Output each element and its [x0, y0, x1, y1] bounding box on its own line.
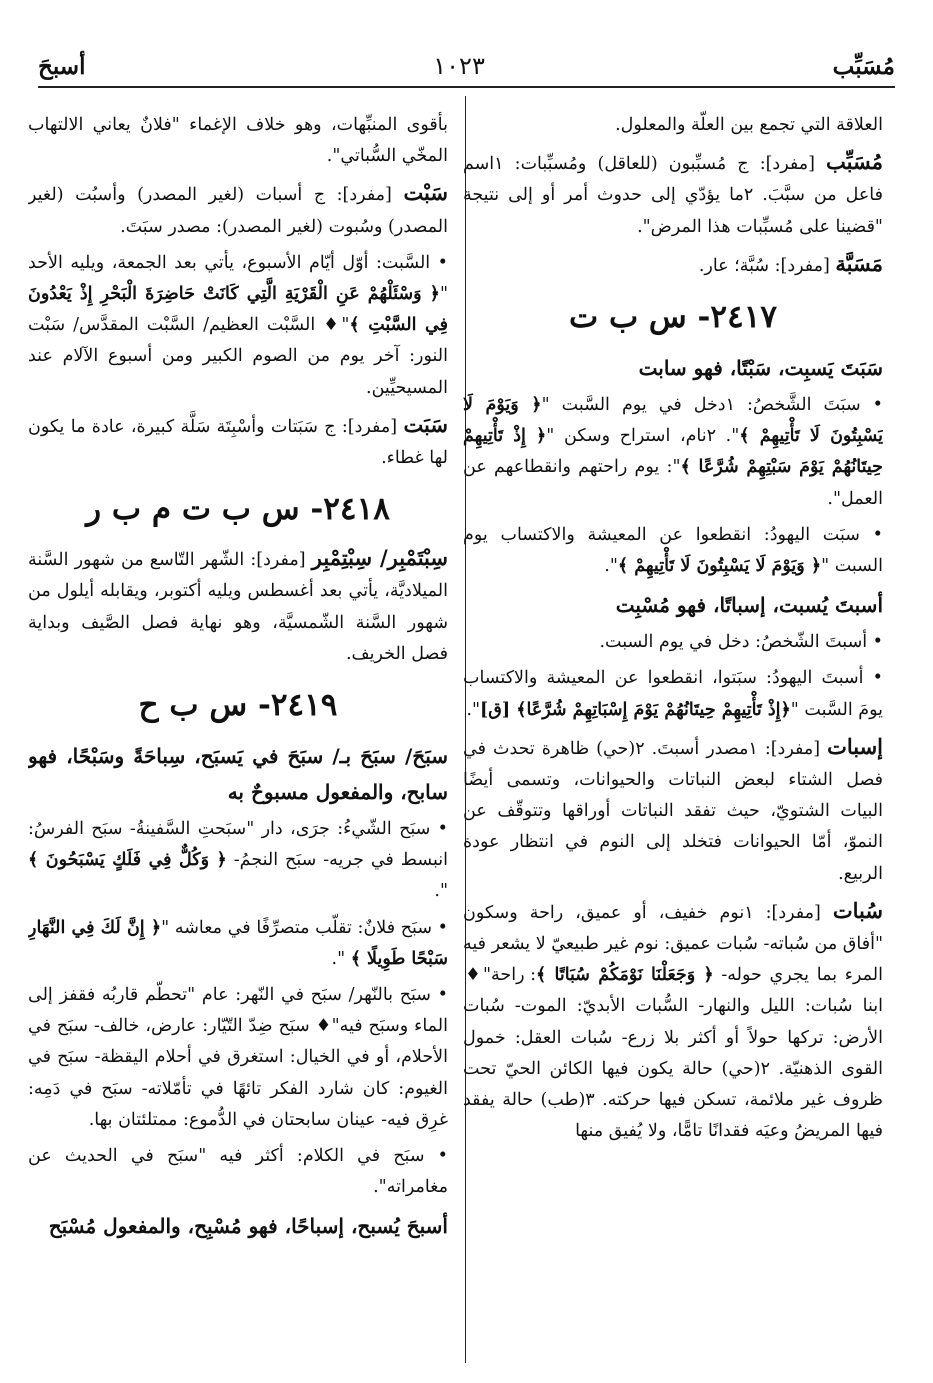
- definition: [مفرد]: ١مصدر أسبتَ. ٢(حي) ظاهرة تحدث في فصل الشتاء لبعض النباتات والحيوانات، وتسمى أيضًا البيات الشتويّ، حيث تفقد النباتات أوراقها وتتوقّف عن النموّ، أمّا الحيوانات فتخلد إلى النوم في انتظار عودة الربيع.: [463, 738, 883, 884]
- entry-september: [28, 542, 448, 670]
- sense-item: • سبَت اليهودُ: انقطعوا عن المعيشة والاكتساب يوم السبت "﴿ وَيَوْمَ لَا يَسْبِتُونَ لَا تَأْتِيهِمْ ﴾".: [463, 524, 883, 577]
- quran-verse: ﴿ إِذْ تَأْتِيهِمْ حِيتَانُهُمْ يَوْمَ سَبْتِهِمْ شُرَّعًا ﴾: [463, 426, 883, 478]
- definition: [مفرد]: ج مُسبِّبون (للعاقل) ومُسبِّبات: ١اسم فاعل من سبَّبَ. ٢ما يؤدّي إلى حدوث أمر أو إلى نتيجة "قضينا على مُسبِّبات هذا المرض".: [463, 154, 883, 237]
- sense-item: • السَّبت: أوّل أيّام الأسبوع، يأتي بعد الجمعة، ويليه الأحد "﴿ وَسْئَلْهُمْ عَنِ الْقَرْيَةِ الَّتِي كَانَتْ حَاضِرَةَ الْبَحْرِ إِذْ يَعْدُونَ فِي السَّبْتِ ﴾"♦ السَّبْت العظيم/ السَّبْت المقدَّس/ سَبْت النور: آخر يوم من الصوم الكبير ومن أسبوع الآلام عند المسيحيِّين.: [28, 252, 448, 398]
- entry-sabat: [28, 409, 448, 474]
- sense-item: • سبَح فلانٌ: تقلّب متصرِّفًا في معاشه "﴿ إِنَّ لَكَ فِي النَّهَارِ سَبْحًا طَوِيلًا ﴾ ".: [28, 917, 448, 969]
- intro-text: العلاقة التي تجمع بين العلّة والمعلول.: [615, 115, 883, 135]
- conjugation-line: سَبَتَ يَسبِت، سَبْتًا، فهو سابت: [638, 356, 883, 381]
- sense-item: • سبَح الشّيءُ: جرَى، دار "سبَحتِ السَّفينةُ- سبَح الفرسُ: انبسط في جريه- سبَح النجمُ- ﴿ وَكُلٌّ فِي فَلَكٍ يَسْبَحُونَ ﴾ ".: [28, 819, 448, 902]
- quran-verse: ﴿إِذْ تَأْتِيهِمْ حِيتَانُهُمْ يَوْمَ إِسْبَاتِهِمْ شُرَّعًا﴾ [ق]: [480, 699, 791, 720]
- sense-item: • سبَح في الكلام: أكثر فيه "سبَح في الحديث عن مغامراته".: [28, 1146, 448, 1198]
- header-right-word: مُسَبِّب: [832, 52, 895, 80]
- quran-verse: ﴿ وَكُلٌّ فِي فَلَكٍ يَسْبَحُونَ ﴾: [28, 850, 227, 871]
- quran-verse: ﴿ وَسْئَلْهُمْ عَنِ الْقَرْيَةِ الَّتِي كَانَتْ حَاضِرَةَ الْبَحْرِ إِذْ يَعْدُونَ فِي السَّبْتِ ﴾: [28, 284, 448, 336]
- sense-item: • سبَتَ الشَّخصُ: ١دخل في يوم السَّبت "﴿ وَيَوْمَ لَا يَسْبِتُونَ لَا تَأْتِيهِمْ ﴾". ٢نام، استراح وسكن "﴿ إِذْ تَأْتِيهِمْ حِيتَانُهُمْ يَوْمَ سَبْتِهِمْ شُرَّعًا ﴾": يوم راحتهم وانقطاعهم عن العمل".: [463, 395, 883, 509]
- entry-masabba: [463, 248, 883, 282]
- headword: سَبَت: [403, 411, 448, 437]
- sense-item: • سبَح بالنّهر/ سبَح في النّهر: عام "تحطّم قاربُه فقفز إلى الماء وسبَح فيه"♦ سبَح ضِدّ التّيّار: عارض، خالف- سبَح في الأحلام، أو في الخيال: استغرق في أحلام اليقظة- سبَح في الغيوم: كان شارد الفكر تائهًا في تأمّلاته- سبَح في دَمِه: غرِق فيه- عينان سابحتان في الدُّموع: ممتلئتان بها.: [28, 985, 448, 1130]
- entry-musabbib: [463, 146, 883, 243]
- sense-item: • أسبتَ الشّخصُ: دخل في يوم السبت.: [599, 632, 883, 653]
- quran-verse: ﴿ وَيَوْمَ لَا يَسْبِتُونَ لَا تَأْتِيهِمْ ﴾: [617, 556, 822, 577]
- headword: مَسَبَّة: [835, 250, 883, 276]
- page-header: [38, 46, 895, 88]
- root-heading-2418: ٢٤١٨- س ب ت م ب ر: [86, 491, 390, 528]
- quran-verse: ﴿ إِنَّ لَكَ فِي النَّهَارِ سَبْحًا طَوِيلًا ﴾: [28, 917, 448, 969]
- entry-sabt: [28, 177, 448, 242]
- definition: [مفرد]: ج أسبات (لغير المصدر) وأسبُت (لغير المصدر) وسُبوت (لغير المصدر): مصدر سبَتَ.: [28, 185, 448, 237]
- header-left-word: أسبحَ: [38, 52, 86, 80]
- entry-isbat: [463, 731, 883, 890]
- continuation-text: بأقوى المنبِّهات، وهو خلاف الإغماء "فلانٌ يعاني الالتهاب المخّي السُّباتي".: [28, 115, 448, 167]
- entry-subat: سُبات [مفرد]: ١نوم خفيف، أو عميق، راحة وسكون "أفاق من سُباته- سُبات عميق: نوم غير طبيعيّ لا يشعر فيه المرء بما يجري حوله- ﴿ وَجَعَلْنَا نَوْمَكُمْ سُبَاتًا ﴾: راحة"♦ ابنا سُبات: الليل والنهار- السُّبات الأبديّ: الموت- سُبات الأرض: تركها حولاً أو أكثر بلا زرع- سُبات العقل: خمول القوى الذهنيّة. ٢(حي) حالة يكون فيها الكائن الحيّ تحت ظروف غير ملائمة، تسكن فيها حركته. ٣(طب) حالة يفقد فيها المريضُ وعيَه فقدانًا تامًّا، ولا يُفيق منها: [463, 897, 883, 1142]
- headword: مُسَبِّب: [826, 149, 883, 175]
- definition: [مفرد]: سُبَّة؛ عار.: [698, 255, 836, 276]
- headword: سُبات: [832, 897, 883, 923]
- right-column: [463, 110, 883, 1363]
- headword: إسبات: [827, 733, 883, 759]
- headword: سِبْتَمْبِر/ سِبْتِمْبِر: [311, 545, 448, 571]
- conjugation-line: أسبتَ يُسبت، إسباتًا، فهو مُسْبِت: [615, 593, 883, 618]
- definition: [مفرد]: الشّهر التّاسع من شهور السَّنة الميلاديَّة، يأتي بعد أغسطس ويليه أكتوبر، ويقابله أيلول من شهور السَّنة الشّمسيَّة، وهو نهاية فصل الصَّيف وبداية فصل الخريف.: [28, 550, 448, 664]
- left-column: [28, 110, 448, 1363]
- quran-verse: ﴿ وَجَعَلْنَا نَوْمَكُمْ سُبَاتًا ﴾: [536, 965, 714, 986]
- sense-item: • أسبتَ اليهودُ: سبَتوا، انقطعوا عن المعيشة والاكتساب يومَ السَّبت "﴿إِذْ تَأْتِيهِمْ حِيتَانُهُمْ يَوْمَ إِسْبَاتِهِمْ شُرَّعًا﴾ [ق]".: [463, 668, 883, 720]
- page-number: ١٠٢٣: [433, 52, 485, 80]
- definition: [مفرد]: ج سَبَتات وأسْبِتَة سَلَّة كبيرة، عادة ما يكون لها غطاء.: [28, 416, 448, 469]
- headword: سَبْت: [403, 180, 448, 206]
- root-heading-2417: ٢٤١٧- س ب ت: [568, 299, 778, 336]
- conjugation-line: سبَحَ/ سبَحَ بـ/ سبَحَ في يَسبَح، سِباحَةً وسَبْحًا، فهو سابح، والمفعول مسبوحٌ به: [28, 744, 448, 805]
- root-heading-2419: ٢٤١٩- س ب ح: [138, 687, 338, 724]
- conjugation-line: أسبحَ يُسبح، إسباحًا، فهو مُسْبِح، والمفعول مُسْبَح: [48, 1214, 448, 1239]
- quran-verse: ﴿ وَيَوْمَ لَا يَسْبِتُونَ لَا تَأْتِيهِمْ ﴾: [463, 395, 883, 447]
